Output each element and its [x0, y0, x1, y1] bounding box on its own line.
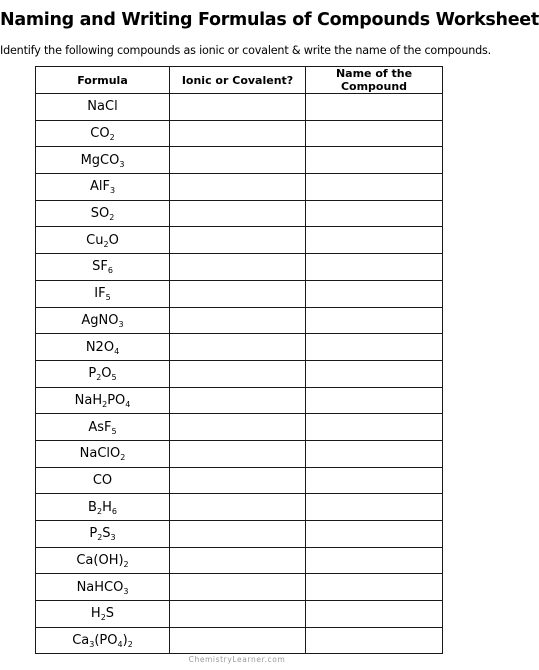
- ionic-or-covalent-answer-cell[interactable]: [170, 120, 306, 147]
- table-row: [36, 387, 443, 414]
- compound-name-answer-cell[interactable]: [306, 174, 443, 201]
- formula-text: CO: [92, 472, 113, 488]
- formula-text: Ca: [72, 633, 90, 649]
- formula-cell: [36, 547, 170, 574]
- formula-cell: [36, 440, 170, 467]
- formula-subscript: 3: [109, 186, 116, 196]
- ionic-or-covalent-answer-cell[interactable]: [170, 174, 306, 201]
- formula-cell: [36, 334, 170, 361]
- ionic-or-covalent-answer-cell[interactable]: [170, 200, 306, 227]
- compound-name-answer-cell[interactable]: [306, 94, 443, 121]
- compound-name-answer-cell[interactable]: [306, 307, 443, 334]
- compound-name-answer-cell[interactable]: [306, 254, 443, 281]
- formula-text: N2O: [85, 339, 115, 355]
- formula-subscript: 2: [100, 613, 106, 623]
- compound-name-answer-cell[interactable]: [306, 120, 443, 147]
- table-row: [36, 494, 443, 521]
- compound-name-answer-cell[interactable]: [306, 627, 443, 654]
- formula-text: Cu: [86, 232, 104, 248]
- table-row: [36, 174, 443, 201]
- table-row: [36, 254, 443, 281]
- compound-name-answer-cell[interactable]: [306, 547, 443, 574]
- ionic-or-covalent-answer-cell[interactable]: [170, 360, 306, 387]
- formula-text: P: [88, 366, 97, 382]
- formula-text: P: [89, 526, 98, 542]
- ionic-or-covalent-answer-cell[interactable]: [170, 440, 306, 467]
- formula-cell: [36, 307, 170, 334]
- compounds-table: [35, 66, 443, 654]
- footer-credit: ChemistryLearner.com: [188, 655, 286, 664]
- table-row: [36, 227, 443, 254]
- table-row: [36, 414, 443, 441]
- formula-subscript: 2: [127, 640, 133, 650]
- compound-name-answer-cell[interactable]: [306, 414, 443, 441]
- formula-text: NaCl: [87, 99, 118, 115]
- formula-subscript: 5: [111, 426, 117, 436]
- formula-text: NaH: [74, 392, 103, 408]
- formula-subscript: 4: [114, 346, 120, 356]
- formula-cell: [36, 227, 170, 254]
- ionic-or-covalent-answer-cell[interactable]: [170, 387, 306, 414]
- formula-subscript: 2: [109, 133, 115, 143]
- table-row: [36, 601, 443, 628]
- compound-name-answer-cell[interactable]: [306, 574, 443, 601]
- formula-subscript: 4: [125, 399, 131, 409]
- table-row: [36, 120, 443, 147]
- formula-text: (PO: [94, 633, 118, 649]
- formula-cell: [36, 174, 170, 201]
- table-row: [36, 547, 443, 574]
- ionic-or-covalent-answer-cell[interactable]: [170, 227, 306, 254]
- formula-text: AgNO: [81, 312, 119, 328]
- compound-name-answer-cell[interactable]: [306, 200, 443, 227]
- ionic-or-covalent-answer-cell[interactable]: [170, 94, 306, 121]
- table-row: [36, 440, 443, 467]
- formula-subscript: 3: [89, 640, 95, 650]
- ionic-or-covalent-answer-cell[interactable]: [170, 601, 306, 628]
- header-ionic-or-covalent: Ionic or Covalent?: [170, 67, 306, 94]
- formula-cell: [36, 414, 170, 441]
- formula-cell: [36, 574, 170, 601]
- formula-cell: [36, 120, 170, 147]
- formula-subscript: 6: [107, 266, 113, 276]
- formula-text: CO: [90, 126, 110, 142]
- ionic-or-covalent-answer-cell[interactable]: [170, 307, 306, 334]
- formula-cell: [36, 200, 170, 227]
- table-row: [36, 360, 443, 387]
- compound-name-answer-cell[interactable]: [306, 494, 443, 521]
- compound-name-answer-cell[interactable]: [306, 147, 443, 174]
- formula-text: NaHCO: [76, 579, 124, 595]
- formula-cell: [36, 254, 170, 281]
- ionic-or-covalent-answer-cell[interactable]: [170, 334, 306, 361]
- formula-subscript: 3: [110, 533, 116, 543]
- formula-text: IF: [94, 286, 106, 302]
- formula-subscript: 2: [96, 506, 103, 516]
- formula-cell: [36, 387, 170, 414]
- worksheet-title: Naming and Writing Formulas of Compounds Worksheet: [0, 10, 539, 30]
- formula-cell: [36, 360, 170, 387]
- table-row: [36, 307, 443, 334]
- ionic-or-covalent-answer-cell[interactable]: [170, 547, 306, 574]
- formula-cell: [36, 521, 170, 548]
- formula-subscript: 4: [117, 640, 123, 650]
- compound-name-answer-cell[interactable]: [306, 227, 443, 254]
- formula-text: S: [102, 526, 111, 542]
- table-body: [36, 94, 443, 654]
- formula-subscript: 5: [111, 373, 117, 383]
- formula-cell: [36, 627, 170, 654]
- formula-text: SF: [92, 259, 108, 275]
- table-row: [36, 521, 443, 548]
- formula-subscript: 2: [97, 533, 103, 543]
- formula-text: AsF: [88, 419, 112, 435]
- formula-text: S: [105, 606, 115, 622]
- compound-name-answer-cell[interactable]: [306, 387, 443, 414]
- formula-text: H: [102, 499, 112, 515]
- ionic-or-covalent-answer-cell[interactable]: [170, 147, 306, 174]
- compound-name-answer-cell[interactable]: [306, 334, 443, 361]
- ionic-or-covalent-answer-cell[interactable]: [170, 521, 306, 548]
- formula-cell: [36, 147, 170, 174]
- table-header-row: [36, 67, 443, 94]
- formula-cell: [36, 494, 170, 521]
- formula-text: H: [90, 606, 101, 622]
- compound-name-answer-cell[interactable]: [306, 467, 443, 494]
- formula-subscript: 5: [105, 293, 111, 303]
- ionic-or-covalent-answer-cell[interactable]: [170, 254, 306, 281]
- formula-text: NaClO: [79, 446, 121, 462]
- table-row: [36, 200, 443, 227]
- ionic-or-covalent-answer-cell[interactable]: [170, 280, 306, 307]
- ionic-or-covalent-answer-cell[interactable]: [170, 467, 306, 494]
- table-row: [36, 147, 443, 174]
- formula-text: O: [101, 366, 112, 382]
- formula-text: MgCO: [80, 152, 120, 168]
- formula-cell: [36, 467, 170, 494]
- header-compound-name: Name of the Compound: [306, 67, 443, 94]
- table-row: [36, 280, 443, 307]
- formula-subscript: 6: [111, 506, 117, 516]
- formula-text: Ca(OH): [76, 553, 124, 569]
- formula-text: SO: [90, 206, 110, 222]
- compound-name-answer-cell[interactable]: [306, 440, 443, 467]
- compound-name-answer-cell[interactable]: [306, 360, 443, 387]
- compound-name-answer-cell[interactable]: [306, 601, 443, 628]
- ionic-or-covalent-answer-cell[interactable]: [170, 627, 306, 654]
- table-row: [36, 94, 443, 121]
- formula-subscript: 2: [120, 453, 126, 463]
- ionic-or-covalent-answer-cell[interactable]: [170, 494, 306, 521]
- formula-text: B: [88, 499, 97, 515]
- formula-subscript: 2: [123, 560, 129, 570]
- compound-name-answer-cell[interactable]: [306, 521, 443, 548]
- ionic-or-covalent-answer-cell[interactable]: [170, 574, 306, 601]
- header-formula: Formula: [36, 67, 170, 94]
- formula-subscript: 2: [103, 239, 109, 249]
- ionic-or-covalent-answer-cell[interactable]: [170, 414, 306, 441]
- formula-cell: [36, 601, 170, 628]
- table-row: [36, 574, 443, 601]
- compound-name-answer-cell[interactable]: [306, 280, 443, 307]
- table-row: [36, 334, 443, 361]
- formula-text: O: [108, 232, 119, 248]
- formula-text: AlF: [89, 179, 110, 195]
- formula-subscript: 2: [109, 213, 115, 223]
- formula-subscript: 3: [118, 319, 124, 329]
- formula-text: PO: [107, 392, 126, 408]
- formula-subscript: 2: [96, 373, 102, 383]
- formula-subscript: 2: [102, 399, 108, 409]
- instructions-text: Identify the following compounds as ionic or covalent & write the name of the compounds.: [0, 44, 491, 57]
- table-row: [36, 467, 443, 494]
- formula-cell: [36, 280, 170, 307]
- formula-subscript: 3: [119, 159, 125, 169]
- formula-cell: [36, 94, 170, 121]
- table-row: [36, 627, 443, 654]
- formula-subscript: 3: [123, 586, 129, 596]
- formula-text: ): [122, 633, 128, 649]
